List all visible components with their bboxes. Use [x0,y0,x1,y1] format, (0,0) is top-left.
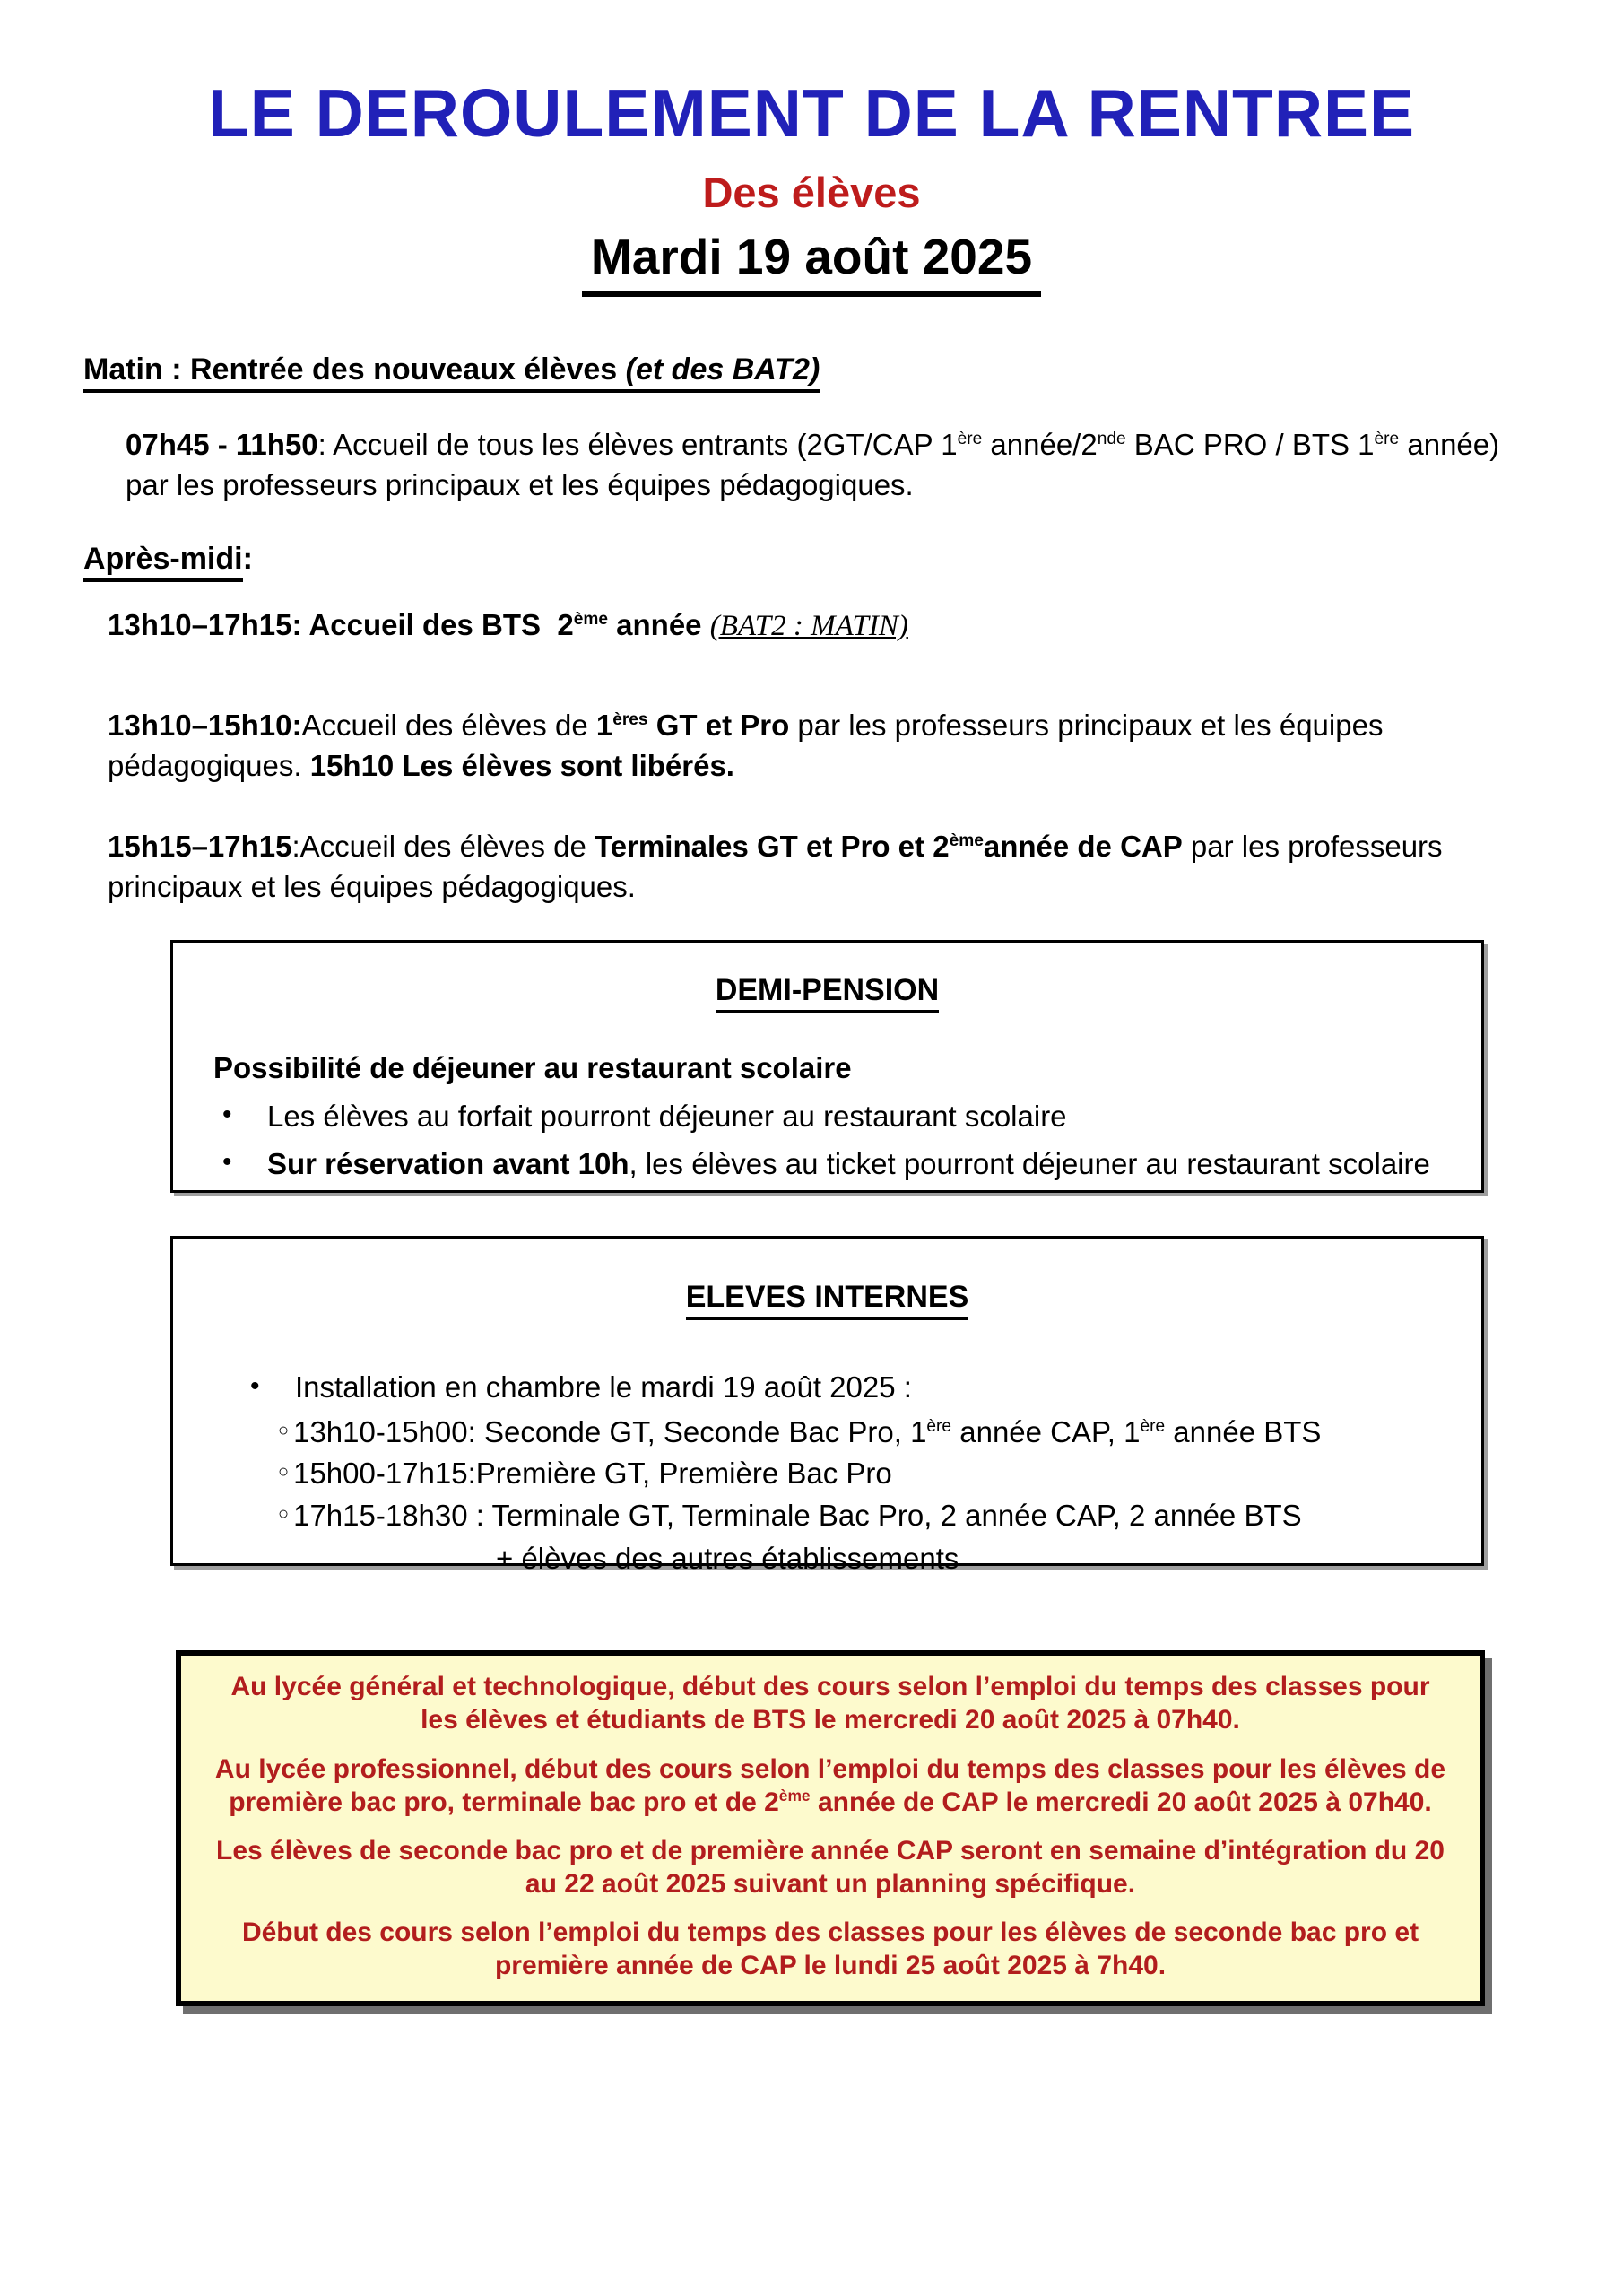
demi-pension-intro: Possibilité de déjeuner au restaurant scolaire [213,1051,852,1085]
demi-pension-title-row [173,973,1481,1013]
internes-sub-bullet-1-text: 13h10-15h00: Seconde GT, Seconde Bac Pro, 1ère année CAP, 1ère année BTS [293,1415,1322,1449]
bullet-icon: • [222,1146,232,1177]
page-title: LE DEROULEMENT DE LA RENTREE [207,75,1416,151]
internes-main-bullet [250,1369,1445,1407]
eleves-internes-title-row [173,1280,1481,1320]
apres-midi-heading-colon: : [242,541,253,576]
demi-pension-box [170,940,1484,1193]
matin-heading-text: Matin : Rentrée des nouveaux élèves (et des BAT2) [83,352,820,393]
info-paragraph-2: Au lycée professionnel, début des cours selon l’emploi du temps des classes pour les élèves de première bac pro, terminale bac pro et de 2ème année de CAP le mercredi 20 août 2025 à 07h40. [214,1753,1454,1817]
bullet-icon: • [222,1100,232,1130]
demi-pension-title: DEMI-PENSION [716,973,939,1013]
terminales-paragraph: 15h15–17h15:Accueil des élèves de Terminales GT et Pro et 2èmeannée de CAP par les professeurs principaux et les équipes pédagogiques. [108,830,1451,904]
page-date: Mardi 19 août 2025 [582,228,1041,297]
demi-pension-bullet-1-text: Les élèves au forfait pourront déjeuner au restaurant scolaire [267,1100,1067,1134]
internes-sub-bullet-3-text: 17h15-18h30 : Terminale GT, Terminale Bac Pro, 2 année CAP, 2 année BTS [293,1498,1302,1532]
internes-main-bullet-text: Installation en chambre le mardi 19 août 2025 : [295,1370,912,1405]
eleves-internes-box [170,1236,1484,1575]
internes-sub-bullet-3 [278,1498,1445,1534]
matin-paragraph: 07h45 - 11h50: Accueil de tous les élèves entrants (2GT/CAP 1ère année/2nde BAC PRO / BTS 1ère année) par les professeurs principaux et les équipes pédagogiques. [126,428,1508,501]
internes-sub-bullet-1 [278,1414,1445,1450]
page-subtitle: Des élèves [702,169,921,216]
eleves-internes-title: ELEVES INTERNES [686,1280,969,1320]
demi-pension-bullet-2-text: Sur réservation avant 10h, les élèves au ticket pourront déjeuner au restaurant scolaire [267,1146,1430,1180]
circle-bullet-icon: ○ [278,1421,290,1441]
internes-sub-bullet-2 [278,1456,1445,1492]
info-paragraph-3: Les élèves de seconde bac pro et de première année CAP seront en semaine d’intégration du 20 au 22 août 2025 suivant un planning spécifique. [216,1835,1453,1900]
page-date-row [0,228,1623,297]
internes-extra-line: + élèves des autres établissements [496,1541,959,1575]
apres-midi-heading-text: Après-midi [83,542,243,582]
internes-sub-bullet-2-text: 15h00-17h15:Première GT, Première Bac Pro [293,1457,892,1491]
demi-pension-bullet-1 [222,1097,1445,1137]
internes-sub-list [173,1414,1481,1577]
info-paragraph-1: Au lycée général et technologique, début des cours selon l’emploi du temps des classes pour les élèves et étudiants de BTS le mercredi 20 août 2025 à 07h40. [230,1672,1437,1735]
bullet-icon: • [250,1371,260,1402]
info-box [176,1650,1485,2006]
circle-bullet-icon: ○ [278,1503,290,1524]
info-paragraph-4: Début des cours selon l’emploi du temps des classes pour les élèves de seconde bac pro et première année de CAP le lundi 25 août 2025 à 7h40. [241,1918,1427,1981]
circle-bullet-icon: ○ [278,1462,290,1483]
demi-pension-bullet-2 [222,1144,1445,1185]
apres-midi-heading [83,542,1623,582]
bts-schedule-line: 13h10–17h15: Accueil des BTS 2ème année (BAT2 : MATIN) [108,607,908,642]
premieres-paragraph: 13h10–15h10:Accueil des élèves de 1ères GT et Pro par les professeurs principaux et les équipes pédagogiques. 15h10 Les élèves sont libérés. [108,708,1392,782]
matin-heading [83,352,1623,393]
